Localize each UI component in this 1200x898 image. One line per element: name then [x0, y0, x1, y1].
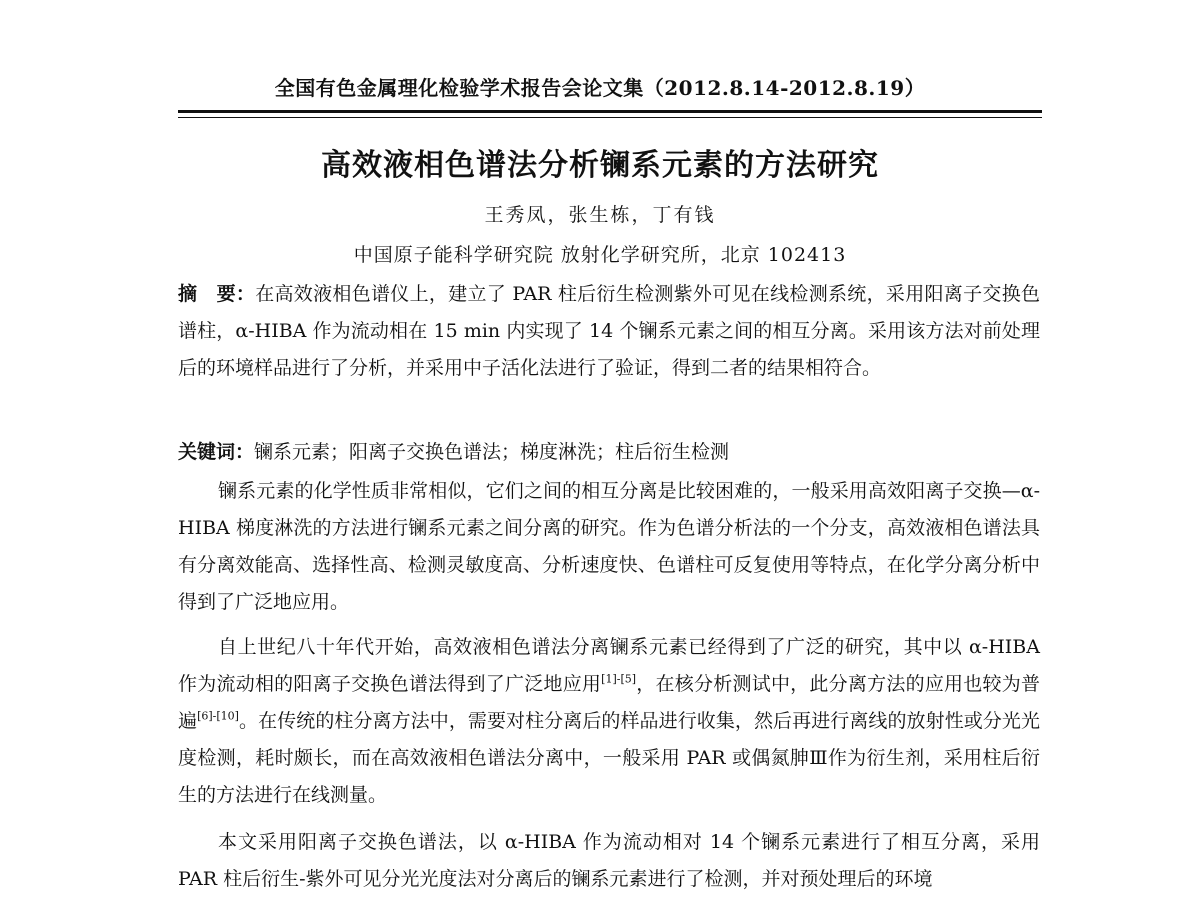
header-rule-thick — [178, 110, 1042, 113]
abstract-text: 在高效液相色谱仪上，建立了 PAR 柱后衍生检测紫外可见在线检测系统，采用阳离子交换色谱柱，α-HIBA 作为流动相在 15 min 内实现了 14 个镧系元素之间的相互分离。采用该方法对前处理后的环境样品进行了分析，并采用中子活化法进行了验证，得到二者的结果相符合。 — [178, 283, 1040, 379]
citation-ref-1-5: [1]-[5] — [601, 672, 637, 686]
authors: 王秀凤，张生栋，丁有钱 — [484, 204, 716, 226]
citation-ref-6-10: [6]-[10] — [197, 709, 239, 723]
body-paragraph-1: 镧系元素的化学性质非常相似，它们之间的相互分离是比较困难的，一般采用高效阳离子交换—α-HIBA 梯度淋洗的方法进行镧系元素之间分离的研究。作为色谱分析法的一个分支，高效液相色谱法具有分离效能高、选择性高、检测灵敏度高、分析速度快、色谱柱可反复使用等特点，在化学分离分析中得到了广泛地应用。 — [178, 480, 1040, 613]
keywords — [178, 434, 1040, 471]
journal-header: 全国有色金属理化检验学术报告会论文集（2012.8.14-2012.8.19） — [274, 76, 926, 100]
paragraph-2-text-c: 。在传统的柱分离方法中，需要对柱分离后的样品进行收集，然后再进行离线的放射性或分光光度检测，耗时颇长，而在高效液相色谱法分离中，一般采用 PAR 或偶氮胂Ⅲ作为衍生剂，采用柱后衍生的方法进行在线测量。 — [178, 710, 1040, 806]
abstract — [178, 276, 1040, 387]
affiliation: 中国原子能科学研究院 放射化学研究所，北京 102413 — [353, 244, 847, 266]
keywords-label: 关键词： — [178, 441, 255, 463]
abstract-label: 摘 要： — [178, 283, 256, 305]
header-rule-thin — [178, 117, 1042, 118]
body-paragraph-3: 本文采用阳离子交换色谱法，以 α-HIBA 作为流动相对 14 个镧系元素进行了相互分离，采用 PAR 柱后衍生-紫外可见分光光度法对分离后的镧系元素进行了检测，并对预处理后的环境 — [178, 831, 1040, 890]
keywords-text: 镧系元素；阳离子交换色谱法；梯度淋洗；柱后衍生检测 — [254, 441, 730, 463]
body-paragraph-2 — [178, 629, 1040, 814]
paragraph-2-text-b: ，在核分析测试中，此分离方法的应用也较为普遍 — [178, 673, 1040, 732]
paragraph-2-text-a: 自上世纪八十年代开始，高效液相色谱法分离镧系元素已经得到了广泛的研究，其中以 α-HIBA 作为流动相的阳离子交换色谱法得到了广泛地应用 — [178, 636, 1040, 695]
article-title: 高效液相色谱法分析镧系元素的方法研究 — [321, 148, 879, 183]
